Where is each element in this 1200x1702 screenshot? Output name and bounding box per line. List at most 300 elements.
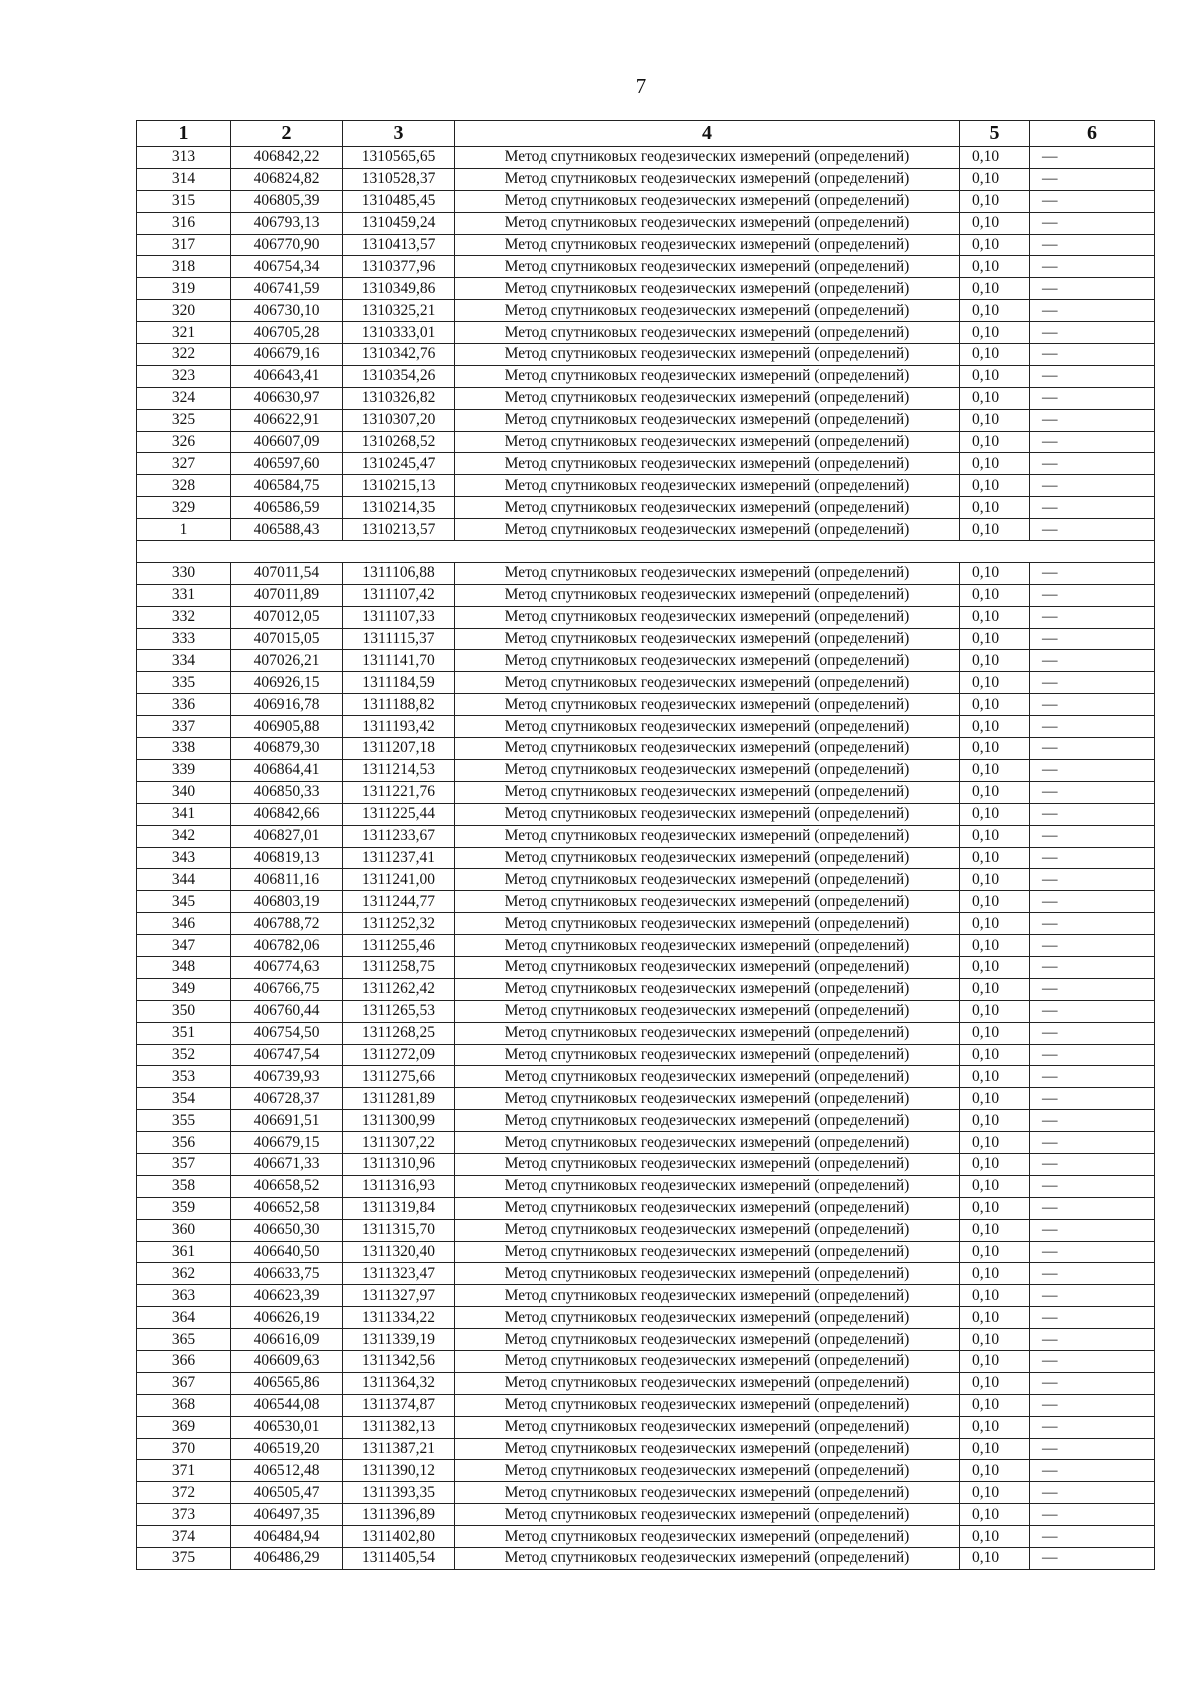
table-row — [137, 694, 1155, 716]
method-cell: Метод спутниковых геодезических измерений (определений) — [455, 628, 960, 650]
y-coordinate-cell: 1311265,53 — [343, 1000, 455, 1022]
x-coordinate-cell: 406730,10 — [231, 300, 343, 322]
accuracy-cell: 0,10 — [960, 1504, 1030, 1526]
y-coordinate-cell: 1311107,33 — [343, 606, 455, 628]
note-cell: — — [1030, 1044, 1155, 1066]
y-coordinate-cell: 1310213,57 — [343, 519, 455, 541]
accuracy-cell: 0,10 — [960, 1526, 1030, 1548]
y-coordinate-cell: 1310459,24 — [343, 212, 455, 234]
x-coordinate-cell: 406741,59 — [231, 278, 343, 300]
y-coordinate-cell: 1310565,65 — [343, 147, 455, 169]
table-row — [137, 825, 1155, 847]
y-coordinate-cell: 1311188,82 — [343, 694, 455, 716]
table-row — [137, 562, 1155, 584]
point-number-cell: 345 — [137, 891, 231, 913]
note-cell: — — [1030, 1548, 1155, 1570]
point-number-cell: 315 — [137, 190, 231, 212]
accuracy-cell: 0,10 — [960, 1482, 1030, 1504]
x-coordinate-cell: 406484,94 — [231, 1526, 343, 1548]
note-cell: — — [1030, 1372, 1155, 1394]
method-cell: Метод спутниковых геодезических измерений (определений) — [455, 256, 960, 278]
point-number-cell: 340 — [137, 781, 231, 803]
separator-cell — [137, 541, 1155, 563]
table-row — [137, 869, 1155, 891]
note-cell: — — [1030, 847, 1155, 869]
note-cell: — — [1030, 475, 1155, 497]
x-coordinate-cell: 406640,50 — [231, 1241, 343, 1263]
accuracy-cell: 0,10 — [960, 1285, 1030, 1307]
y-coordinate-cell: 1310528,37 — [343, 168, 455, 190]
point-number-cell: 1 — [137, 519, 231, 541]
point-number-cell: 374 — [137, 1526, 231, 1548]
point-number-cell: 331 — [137, 584, 231, 606]
x-coordinate-cell: 406811,16 — [231, 869, 343, 891]
accuracy-cell: 0,10 — [960, 256, 1030, 278]
x-coordinate-cell: 406679,15 — [231, 1132, 343, 1154]
table-row — [137, 1307, 1155, 1329]
y-coordinate-cell: 1311258,75 — [343, 956, 455, 978]
table-row — [137, 1044, 1155, 1066]
x-coordinate-cell: 406622,91 — [231, 409, 343, 431]
y-coordinate-cell: 1311237,41 — [343, 847, 455, 869]
x-coordinate-cell: 406766,75 — [231, 978, 343, 1000]
point-number-cell: 359 — [137, 1197, 231, 1219]
y-coordinate-cell: 1310333,01 — [343, 322, 455, 344]
x-coordinate-cell: 406805,39 — [231, 190, 343, 212]
y-coordinate-cell: 1311339,19 — [343, 1329, 455, 1351]
accuracy-cell: 0,10 — [960, 212, 1030, 234]
note-cell: — — [1030, 519, 1155, 541]
method-cell: Метод спутниковых геодезических измерений (определений) — [455, 869, 960, 891]
y-coordinate-cell: 1311405,54 — [343, 1548, 455, 1570]
point-number-cell: 337 — [137, 716, 231, 738]
table-row — [137, 781, 1155, 803]
point-number-cell: 324 — [137, 387, 231, 409]
x-coordinate-cell: 406864,41 — [231, 759, 343, 781]
x-coordinate-cell: 406616,09 — [231, 1329, 343, 1351]
x-coordinate-cell: 406879,30 — [231, 738, 343, 760]
point-number-cell: 364 — [137, 1307, 231, 1329]
accuracy-cell: 0,10 — [960, 584, 1030, 606]
x-coordinate-cell: 406926,15 — [231, 672, 343, 694]
point-number-cell: 318 — [137, 256, 231, 278]
accuracy-cell: 0,10 — [960, 1438, 1030, 1460]
x-coordinate-cell: 406691,51 — [231, 1110, 343, 1132]
accuracy-cell: 0,10 — [960, 1132, 1030, 1154]
point-number-cell: 371 — [137, 1460, 231, 1482]
method-cell: Метод спутниковых геодезических измерений (определений) — [455, 497, 960, 519]
column-header: 3 — [343, 121, 455, 147]
accuracy-cell: 0,10 — [960, 672, 1030, 694]
table-row — [137, 606, 1155, 628]
method-cell: Метод спутниковых геодезических измерений (определений) — [455, 453, 960, 475]
x-coordinate-cell: 406658,52 — [231, 1175, 343, 1197]
accuracy-cell: 0,10 — [960, 387, 1030, 409]
table-row — [137, 147, 1155, 169]
point-number-cell: 369 — [137, 1416, 231, 1438]
point-number-cell: 360 — [137, 1219, 231, 1241]
x-coordinate-cell: 406505,47 — [231, 1482, 343, 1504]
accuracy-cell: 0,10 — [960, 1548, 1030, 1570]
table-row — [137, 387, 1155, 409]
method-cell: Метод спутниковых геодезических измерений (определений) — [455, 409, 960, 431]
method-cell: Метод спутниковых геодезических измерений (определений) — [455, 344, 960, 366]
note-cell: — — [1030, 694, 1155, 716]
point-number-cell: 326 — [137, 431, 231, 453]
point-number-cell: 342 — [137, 825, 231, 847]
method-cell: Метод спутниковых геодезических измерений (определений) — [455, 1482, 960, 1504]
x-coordinate-cell: 406519,20 — [231, 1438, 343, 1460]
table-row — [137, 1460, 1155, 1482]
coordinates-table — [136, 120, 1155, 1570]
table-row — [137, 322, 1155, 344]
x-coordinate-cell: 406842,22 — [231, 147, 343, 169]
point-number-cell: 313 — [137, 147, 231, 169]
table-row — [137, 1548, 1155, 1570]
point-number-cell: 334 — [137, 650, 231, 672]
table-row — [137, 1110, 1155, 1132]
y-coordinate-cell: 1310215,13 — [343, 475, 455, 497]
note-cell: — — [1030, 803, 1155, 825]
table-row — [137, 1197, 1155, 1219]
table-row — [137, 913, 1155, 935]
accuracy-cell: 0,10 — [960, 1350, 1030, 1372]
note-cell: — — [1030, 584, 1155, 606]
x-coordinate-cell: 407012,05 — [231, 606, 343, 628]
table-row — [137, 1153, 1155, 1175]
method-cell: Метод спутниковых геодезических измерений (определений) — [455, 1219, 960, 1241]
note-cell: — — [1030, 759, 1155, 781]
accuracy-cell: 0,10 — [960, 825, 1030, 847]
table-row — [137, 475, 1155, 497]
table-row — [137, 1285, 1155, 1307]
x-coordinate-cell: 406671,33 — [231, 1153, 343, 1175]
table-row — [137, 409, 1155, 431]
note-cell: — — [1030, 256, 1155, 278]
y-coordinate-cell: 1311252,32 — [343, 913, 455, 935]
x-coordinate-cell: 406530,01 — [231, 1416, 343, 1438]
accuracy-cell: 0,10 — [960, 1219, 1030, 1241]
accuracy-cell: 0,10 — [960, 606, 1030, 628]
accuracy-cell: 0,10 — [960, 1088, 1030, 1110]
x-coordinate-cell: 406728,37 — [231, 1088, 343, 1110]
accuracy-cell: 0,10 — [960, 278, 1030, 300]
point-number-cell: 335 — [137, 672, 231, 694]
point-number-cell: 346 — [137, 913, 231, 935]
table-row — [137, 1000, 1155, 1022]
note-cell: — — [1030, 1526, 1155, 1548]
table-row — [137, 1416, 1155, 1438]
method-cell: Метод спутниковых геодезических измерений (определений) — [455, 759, 960, 781]
y-coordinate-cell: 1311241,00 — [343, 869, 455, 891]
table-body — [137, 147, 1155, 1570]
point-number-cell: 333 — [137, 628, 231, 650]
point-number-cell: 365 — [137, 1329, 231, 1351]
method-cell: Метод спутниковых геодезических измерений (определений) — [455, 1438, 960, 1460]
y-coordinate-cell: 1311207,18 — [343, 738, 455, 760]
table-row — [137, 628, 1155, 650]
point-number-cell: 350 — [137, 1000, 231, 1022]
method-cell: Метод спутниковых геодезических измерений (определений) — [455, 891, 960, 913]
x-coordinate-cell: 406584,75 — [231, 475, 343, 497]
table-row — [137, 1504, 1155, 1526]
note-cell: — — [1030, 562, 1155, 584]
point-number-cell: 370 — [137, 1438, 231, 1460]
accuracy-cell: 0,10 — [960, 1307, 1030, 1329]
table-row — [137, 1482, 1155, 1504]
x-coordinate-cell: 406842,66 — [231, 803, 343, 825]
table-row — [137, 1088, 1155, 1110]
method-cell: Метод спутниковых геодезических измерений (определений) — [455, 935, 960, 957]
note-cell: — — [1030, 431, 1155, 453]
y-coordinate-cell: 1311115,37 — [343, 628, 455, 650]
method-cell: Метод спутниковых геодезических измерений (определений) — [455, 738, 960, 760]
x-coordinate-cell: 406850,33 — [231, 781, 343, 803]
note-cell: — — [1030, 891, 1155, 913]
y-coordinate-cell: 1311262,42 — [343, 978, 455, 1000]
x-coordinate-cell: 406824,82 — [231, 168, 343, 190]
y-coordinate-cell: 1311141,70 — [343, 650, 455, 672]
accuracy-cell: 0,10 — [960, 803, 1030, 825]
table-row — [137, 935, 1155, 957]
note-cell: — — [1030, 1066, 1155, 1088]
accuracy-cell: 0,10 — [960, 759, 1030, 781]
point-number-cell: 319 — [137, 278, 231, 300]
y-coordinate-cell: 1311233,67 — [343, 825, 455, 847]
x-coordinate-cell: 406609,63 — [231, 1350, 343, 1372]
point-number-cell: 328 — [137, 475, 231, 497]
x-coordinate-cell: 406652,58 — [231, 1197, 343, 1219]
accuracy-cell: 0,10 — [960, 1153, 1030, 1175]
accuracy-cell: 0,10 — [960, 497, 1030, 519]
x-coordinate-cell: 406793,13 — [231, 212, 343, 234]
note-cell: — — [1030, 913, 1155, 935]
column-header: 2 — [231, 121, 343, 147]
accuracy-cell: 0,10 — [960, 956, 1030, 978]
x-coordinate-cell: 406650,30 — [231, 1219, 343, 1241]
y-coordinate-cell: 1310325,21 — [343, 300, 455, 322]
x-coordinate-cell: 406586,59 — [231, 497, 343, 519]
y-coordinate-cell: 1310307,20 — [343, 409, 455, 431]
note-cell: — — [1030, 409, 1155, 431]
note-cell: — — [1030, 825, 1155, 847]
note-cell: — — [1030, 628, 1155, 650]
note-cell: — — [1030, 1394, 1155, 1416]
note-cell: — — [1030, 387, 1155, 409]
point-number-cell: 322 — [137, 344, 231, 366]
note-cell: — — [1030, 212, 1155, 234]
point-number-cell: 375 — [137, 1548, 231, 1570]
x-coordinate-cell: 406597,60 — [231, 453, 343, 475]
method-cell: Метод спутниковых геодезических измерений (определений) — [455, 1350, 960, 1372]
note-cell: — — [1030, 781, 1155, 803]
accuracy-cell: 0,10 — [960, 694, 1030, 716]
method-cell: Метод спутниковых геодезических измерений (определений) — [455, 365, 960, 387]
method-cell: Метод спутниковых геодезических измерений (определений) — [455, 1088, 960, 1110]
table-row — [137, 300, 1155, 322]
table-row — [137, 234, 1155, 256]
x-coordinate-cell: 406623,39 — [231, 1285, 343, 1307]
method-cell: Метод спутниковых геодезических измерений (определений) — [455, 1132, 960, 1154]
accuracy-cell: 0,10 — [960, 1263, 1030, 1285]
method-cell: Метод спутниковых геодезических измерений (определений) — [455, 387, 960, 409]
table-row — [137, 1241, 1155, 1263]
y-coordinate-cell: 1311107,42 — [343, 584, 455, 606]
y-coordinate-cell: 1311272,09 — [343, 1044, 455, 1066]
table-row — [137, 453, 1155, 475]
note-cell: — — [1030, 1329, 1155, 1351]
y-coordinate-cell: 1311334,22 — [343, 1307, 455, 1329]
table-row — [137, 1526, 1155, 1548]
method-cell: Метод спутниковых геодезических измерений (определений) — [455, 716, 960, 738]
x-coordinate-cell: 406754,34 — [231, 256, 343, 278]
note-cell: — — [1030, 278, 1155, 300]
x-coordinate-cell: 406565,86 — [231, 1372, 343, 1394]
point-number-cell: 336 — [137, 694, 231, 716]
x-coordinate-cell: 406497,35 — [231, 1504, 343, 1526]
method-cell: Метод спутниковых геодезических измерений (определений) — [455, 1241, 960, 1263]
x-coordinate-cell: 406770,90 — [231, 234, 343, 256]
y-coordinate-cell: 1311393,35 — [343, 1482, 455, 1504]
y-coordinate-cell: 1310377,96 — [343, 256, 455, 278]
y-coordinate-cell: 1311300,99 — [343, 1110, 455, 1132]
accuracy-cell: 0,10 — [960, 322, 1030, 344]
y-coordinate-cell: 1311342,56 — [343, 1350, 455, 1372]
table-row — [137, 256, 1155, 278]
table-row — [137, 847, 1155, 869]
note-cell: — — [1030, 190, 1155, 212]
table-row — [137, 803, 1155, 825]
table-row — [137, 344, 1155, 366]
table-row — [137, 956, 1155, 978]
method-cell: Метод спутниковых геодезических измерений (определений) — [455, 1504, 960, 1526]
x-coordinate-cell: 406739,93 — [231, 1066, 343, 1088]
point-number-cell: 358 — [137, 1175, 231, 1197]
table-row — [137, 1372, 1155, 1394]
table-row — [137, 1066, 1155, 1088]
x-coordinate-cell: 406486,29 — [231, 1548, 343, 1570]
note-cell: — — [1030, 1241, 1155, 1263]
method-cell: Метод спутниковых геодезических измерений (определений) — [455, 825, 960, 847]
point-number-cell: 325 — [137, 409, 231, 431]
table-row — [137, 1350, 1155, 1372]
point-number-cell: 327 — [137, 453, 231, 475]
y-coordinate-cell: 1311316,93 — [343, 1175, 455, 1197]
accuracy-cell: 0,10 — [960, 190, 1030, 212]
method-cell: Метод спутниковых геодезических измерений (определений) — [455, 519, 960, 541]
accuracy-cell: 0,10 — [960, 1000, 1030, 1022]
note-cell: — — [1030, 1460, 1155, 1482]
table-row — [137, 672, 1155, 694]
note-cell: — — [1030, 1482, 1155, 1504]
point-number-cell: 347 — [137, 935, 231, 957]
y-coordinate-cell: 1310349,86 — [343, 278, 455, 300]
accuracy-cell: 0,10 — [960, 869, 1030, 891]
y-coordinate-cell: 1311193,42 — [343, 716, 455, 738]
note-cell: — — [1030, 716, 1155, 738]
method-cell: Метод спутниковых геодезических измерений (определений) — [455, 278, 960, 300]
accuracy-cell: 0,10 — [960, 1175, 1030, 1197]
y-coordinate-cell: 1311184,59 — [343, 672, 455, 694]
accuracy-cell: 0,10 — [960, 738, 1030, 760]
accuracy-cell: 0,10 — [960, 891, 1030, 913]
method-cell: Метод спутниковых геодезических измерений (определений) — [455, 1153, 960, 1175]
point-number-cell: 320 — [137, 300, 231, 322]
note-cell: — — [1030, 1416, 1155, 1438]
point-number-cell: 372 — [137, 1482, 231, 1504]
method-cell: Метод спутниковых геодезических измерений (определений) — [455, 1329, 960, 1351]
table-row — [137, 278, 1155, 300]
note-cell: — — [1030, 1153, 1155, 1175]
note-cell: — — [1030, 365, 1155, 387]
method-cell: Метод спутниковых геодезических измерений (определений) — [455, 847, 960, 869]
method-cell: Метод спутниковых геодезических измерений (определений) — [455, 1416, 960, 1438]
x-coordinate-cell: 406544,08 — [231, 1394, 343, 1416]
method-cell: Метод спутниковых геодезических измерений (определений) — [455, 1044, 960, 1066]
x-coordinate-cell: 406626,19 — [231, 1307, 343, 1329]
method-cell: Метод спутниковых геодезических измерений (определений) — [455, 672, 960, 694]
y-coordinate-cell: 1311364,32 — [343, 1372, 455, 1394]
x-coordinate-cell: 406588,43 — [231, 519, 343, 541]
table-row — [137, 978, 1155, 1000]
method-cell: Метод спутниковых геодезических измерений (определений) — [455, 694, 960, 716]
method-cell: Метод спутниковых геодезических измерений (определений) — [455, 1000, 960, 1022]
x-coordinate-cell: 406819,13 — [231, 847, 343, 869]
x-coordinate-cell: 406754,50 — [231, 1022, 343, 1044]
note-cell: — — [1030, 672, 1155, 694]
note-cell: — — [1030, 344, 1155, 366]
accuracy-cell: 0,10 — [960, 409, 1030, 431]
y-coordinate-cell: 1311323,47 — [343, 1263, 455, 1285]
x-coordinate-cell: 407011,89 — [231, 584, 343, 606]
y-coordinate-cell: 1310413,57 — [343, 234, 455, 256]
point-number-cell: 321 — [137, 322, 231, 344]
y-coordinate-cell: 1311402,80 — [343, 1526, 455, 1548]
method-cell: Метод спутниковых геодезических измерений (определений) — [455, 1066, 960, 1088]
point-number-cell: 349 — [137, 978, 231, 1000]
accuracy-cell: 0,10 — [960, 475, 1030, 497]
point-number-cell: 351 — [137, 1022, 231, 1044]
y-coordinate-cell: 1311390,12 — [343, 1460, 455, 1482]
point-number-cell: 355 — [137, 1110, 231, 1132]
accuracy-cell: 0,10 — [960, 913, 1030, 935]
accuracy-cell: 0,10 — [960, 1416, 1030, 1438]
method-cell: Метод спутниковых геодезических измерений (определений) — [455, 212, 960, 234]
note-cell: — — [1030, 1110, 1155, 1132]
note-cell: — — [1030, 1307, 1155, 1329]
table-row — [137, 1438, 1155, 1460]
method-cell: Метод спутниковых геодезических измерений (определений) — [455, 1372, 960, 1394]
x-coordinate-cell: 406607,09 — [231, 431, 343, 453]
accuracy-cell: 0,10 — [960, 168, 1030, 190]
method-cell: Метод спутниковых геодезических измерений (определений) — [455, 913, 960, 935]
note-cell: — — [1030, 497, 1155, 519]
note-cell: — — [1030, 234, 1155, 256]
table-row — [137, 212, 1155, 234]
point-number-cell: 362 — [137, 1263, 231, 1285]
point-number-cell: 343 — [137, 847, 231, 869]
y-coordinate-cell: 1311244,77 — [343, 891, 455, 913]
table-row — [137, 1022, 1155, 1044]
method-cell: Метод спутниковых геодезических измерений (определений) — [455, 1022, 960, 1044]
note-cell: — — [1030, 1350, 1155, 1372]
column-header: 4 — [455, 121, 960, 147]
table-row — [137, 1132, 1155, 1154]
point-number-cell: 352 — [137, 1044, 231, 1066]
note-cell: — — [1030, 1000, 1155, 1022]
point-number-cell: 341 — [137, 803, 231, 825]
accuracy-cell: 0,10 — [960, 847, 1030, 869]
